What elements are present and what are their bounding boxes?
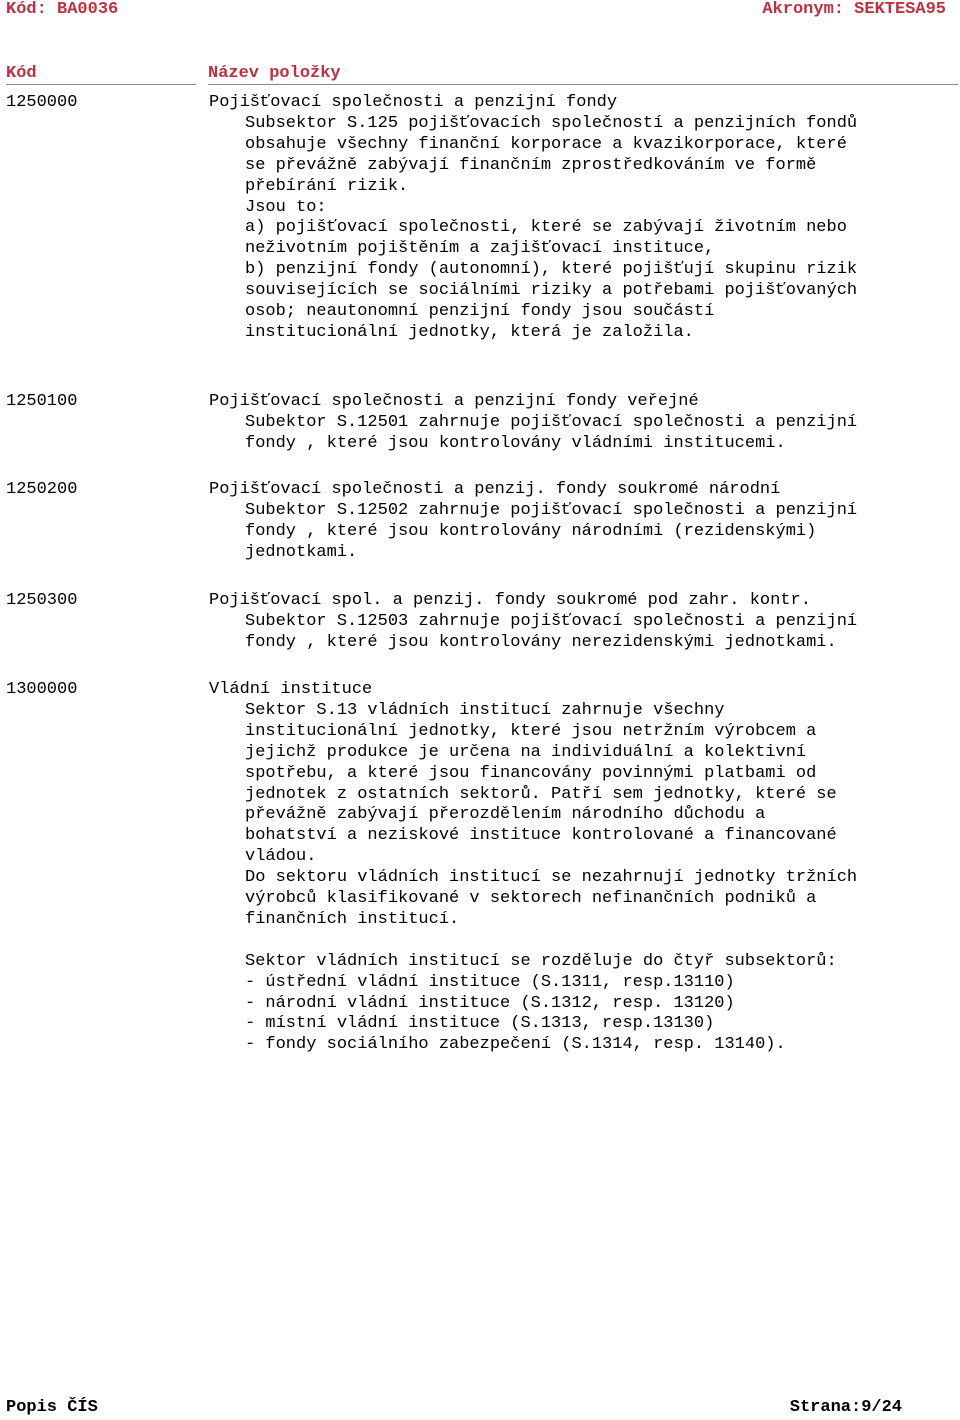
item-code: 1250000 xyxy=(6,93,78,112)
footer-document-name: Popis ČÍS xyxy=(6,1398,98,1417)
item-title: Pojišťovací společnosti a penzijní fondy veřejné xyxy=(209,392,699,411)
document-acronym: Akronym: SEKTESA95 xyxy=(762,0,946,19)
column-header-code: Kód xyxy=(6,63,196,85)
page-footer xyxy=(6,1397,902,1419)
page-number: Strana:9/24 xyxy=(789,1398,902,1417)
item-title: Pojišťovací společnosti a penzij. fondy soukromé národní xyxy=(209,480,781,499)
column-header-row xyxy=(0,63,960,89)
item-code: 1250300 xyxy=(6,591,78,610)
item-code: 1300000 xyxy=(6,680,78,699)
item-code: 1250100 xyxy=(6,392,78,411)
item-description: Subektor S.12502 zahrnuje pojišťovací společnosti a penzijní fondy , které jsou kontrolovány národními (rezidenskými) jednotkami. xyxy=(245,500,858,562)
item-description: Subektor S.12503 zahrnuje pojišťovací společnosti a penzijní fondy , které jsou kontrolovány nerezidenskými jednotkami. xyxy=(245,611,858,652)
item-title: Pojišťovací společnosti a penzijní fondy xyxy=(209,93,618,112)
item-title: Vládní instituce xyxy=(209,680,373,699)
page-header xyxy=(6,0,946,22)
item-description: Subsektor S.125 pojišťovacích společností a penzijních fondů obsahuje všechny finanční korporace a kvazikorporace, které se převážně zabývají finančním zprostředkováním ve formě přebírání rizik. Jsou to: a) pojišťovací společnosti, které se zabývají životním nebo neživotním pojištěním a zajišťovací instituce, b) penzijní fondy (autonomní), které pojišťují skupinu rizik souvisejících se sociálními riziky a potřebami pojišťovaných osob; neautonomní penzijní fondy jsou součástí institucionální jednotky, která je založila. xyxy=(245,113,858,342)
column-header-name: Název položky xyxy=(208,63,958,85)
item-title: Pojišťovací spol. a penzij. fondy soukromé pod zahr. kontr. xyxy=(209,591,811,610)
item-description: Subektor S.12501 zahrnuje pojišťovací společnosti a penzijní fondy , které jsou kontrolovány vládními institucemi. xyxy=(245,412,858,453)
item-code: 1250200 xyxy=(6,480,78,499)
document-code: Kód: BA0036 xyxy=(6,0,119,19)
item-description: Sektor S.13 vládních institucí zahrnuje všechny institucionální jednotky, které jsou netržním výrobcem a jejichž produkce je určena na individuální a kolektivní spotřebu, a které jsou financovány povinnými platbami od jednotek z ostatních sektorů. Patří sem jednotky, které se převážně zabývají přerozdělením národního důchodu a bohatství a neziskové instituce kontrolované a financované vládou. Do sektoru vládních institucí se nezahrnují jednotky tržních výrobců klasifikované v sektorech nefinančních podniků a finančních institucí. Sektor vládních institucí se rozděluje do čtyř subsektorů: - ústřední vládní instituce (S.1311, resp.13110) - národní vládní instituce (S.1312, resp. 13120) - místní vládní instituce (S.1313, resp.13130) - fondy sociálního zabezpečení (S.1314, resp. 13140). xyxy=(245,700,858,1055)
